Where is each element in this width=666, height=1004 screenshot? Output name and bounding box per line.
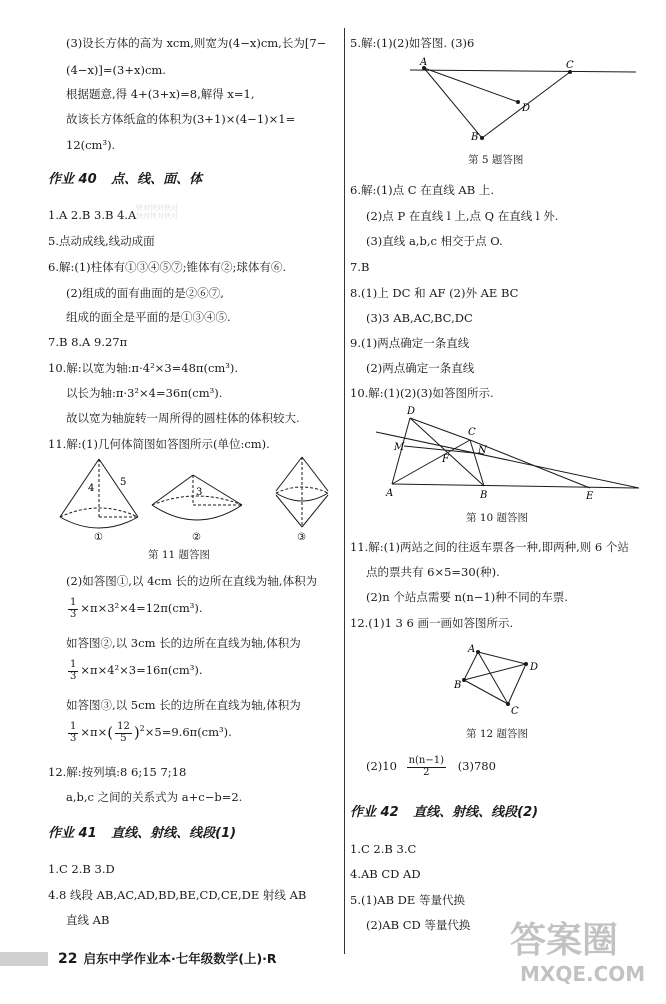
hw41-q12-a: 12.(1)1 3 6 画一画如答图所示. <box>350 616 514 630</box>
figure-12-caption: 第 12 题答图 <box>466 728 529 740</box>
fig5-label-a: A <box>420 57 428 68</box>
fig11-label-height-2: 3 <box>196 487 203 498</box>
homework-42-label: 作业 42 <box>350 805 399 820</box>
hw40-q10-a: 10.解:以宽为轴:π·4²×3=48π(cm³). <box>48 361 239 375</box>
hw41-q9-a: 9.(1)两点确定一条直线 <box>350 336 470 350</box>
hw40-q7-9: 7.B 8.A 9.27π <box>48 335 128 349</box>
q3-line-2: (4−x)]=(3+x)cm. <box>66 63 166 77</box>
homework-42-heading <box>350 805 538 821</box>
hw40-q5: 5.点动成线,线动成面 <box>48 234 155 248</box>
homework-42-title: 直线、射线、线段(2) <box>413 805 539 820</box>
hw40-q11-b: (2)如答图①,以 4cm 长的边所在直线为轴,体积为 <box>66 574 318 588</box>
hw42-q5-b: (2)AB CD 等量代换 <box>366 918 471 932</box>
fig5-label-c: C <box>566 60 574 71</box>
fig5-label-b: B <box>471 132 479 143</box>
q3-line-3: 根据题意,得 4+(3+x)=8,解得 x=1, <box>66 87 255 101</box>
figure-5-caption: 第 5 题答图 <box>468 154 524 166</box>
hw42-q4: 4.AB CD AD <box>350 867 421 881</box>
hw40-q11-c-formula: $\frac{1}{3}$ ×π×4²×3=16π(cm³). <box>70 659 203 682</box>
q3-line-4: 故该长方体纸盒的体积为(3+1)×(4−1)×1= <box>66 112 296 126</box>
hw40-q1-4: 1.A 2.B 3.B 4.A <box>48 208 137 222</box>
watermark-small-1: 快对快对快对 快对快对快对 <box>136 204 178 220</box>
fig12-label-c: C <box>511 706 519 716</box>
q3-line-5: 12(cm³). <box>66 138 116 152</box>
fig10-label-m: M <box>394 442 405 453</box>
homework-40-label: 作业 40 <box>48 172 97 187</box>
hw40-q11-a: 11.解:(1)几何体简图如答图所示(单位:cm). <box>48 437 270 451</box>
hw40-q11-d: 如答图③,以 5cm 长的边所在直线为轴,体积为 <box>66 698 301 712</box>
hw40-q6-c: 组成的面全是平面的是①③④⑤. <box>66 310 231 324</box>
hw41-q11-a: 11.解:(1)两站之间的往返车票各一种,即两种,则 6 个站 <box>350 540 629 554</box>
fig10-label-d: D <box>407 406 416 417</box>
hw42-q5-a: 5.(1)AB DE 等量代换 <box>350 893 465 907</box>
fig10-label-e: E <box>586 491 594 500</box>
hw41-q1-3: 1.C 2.B 3.D <box>48 862 115 876</box>
fig10-label-b: B <box>480 490 488 500</box>
watermark-logo: 答案圈 <box>510 920 619 961</box>
fig10-label-n: N <box>478 445 487 456</box>
figure-12 <box>446 640 556 716</box>
fraction: $\frac{1}{3}$ <box>70 721 77 744</box>
cone-2 <box>152 475 242 543</box>
hw40-q6-a: 6.解:(1)柱体有①③④⑤⑦;锥体有②;球体有⑥. <box>48 260 287 274</box>
book-title: 启东中学作业本·七年级数学(上)·R <box>83 951 277 966</box>
fig11-label-2: ② <box>192 532 201 543</box>
hw41-q9-b: (2)两点确定一条直线 <box>366 361 475 375</box>
footer <box>58 951 277 969</box>
hw40-q12-a: 12.解:按列填:8 6;15 7;18 <box>48 765 187 779</box>
homework-40-title: 点、线、面、体 <box>111 172 203 187</box>
homework-41-heading <box>48 826 236 842</box>
figure-10-caption: 第 10 题答图 <box>466 512 529 524</box>
hw41-q6-a: 6.解:(1)点 C 在直线 AB 上. <box>350 183 494 197</box>
hw40-q11-d-formula: $\frac{1}{3}$ ×π×( $\frac{12}{5}$ )$^2$×5=9.6π(cm³). <box>70 721 232 744</box>
fig12-label-b: B <box>454 680 462 691</box>
fig10-label-f: F <box>442 454 449 465</box>
hw41-q5: 5.解:(1)(2)如答图. (3)6 <box>350 36 475 50</box>
hw42-q1-3: 1.C 2.B 3.C <box>350 842 417 856</box>
fig5-label-d: D <box>522 103 531 114</box>
hw40-q6-b: (2)组成的面有曲面的是②⑥⑦, <box>66 286 224 300</box>
hw41-q7: 7.B <box>350 260 370 274</box>
fig12-label-a: A <box>468 644 476 655</box>
hw41-q4-a: 4.8 线段 AB,AC,AD,BD,BE,CD,CE,DE 射线 AB <box>48 888 307 902</box>
fig11-label-1: ① <box>94 532 103 543</box>
hw40-q10-c: 故以宽为轴旋转一周所得的圆柱体的体积较大. <box>66 411 300 425</box>
hw41-q11-b: 点的票共有 6×5=30(种). <box>366 565 500 579</box>
q3-line-1: (3)设长方体的高为 xcm,则宽为(4−x)cm,长为[7− <box>66 36 327 50</box>
fig11-label-slant: 5 <box>120 477 127 488</box>
hw41-q6-c: (3)直线 a,b,c 相交于点 O. <box>366 234 503 248</box>
hw40-q12-b: a,b,c 之间的关系式为 a+c−b=2. <box>66 790 243 804</box>
footer-bar <box>0 952 48 966</box>
hw41-q11-c: (2)n 个站点需要 n(n−1)种不同的车票. <box>366 590 568 604</box>
hw41-q8-b: (3)3 AB,AC,BC,DC <box>366 311 473 325</box>
homework-41-label: 作业 41 <box>48 826 97 841</box>
hw41-q8-a: 8.(1)上 DC 和 AF (2)外 AE BC <box>350 286 519 300</box>
hw41-q6-b: (2)点 P 在直线 l 上,点 Q 在直线 l 外. <box>366 209 559 223</box>
fig11-label-height: 4 <box>88 483 95 494</box>
fig10-label-c: C <box>468 427 476 438</box>
fig12-label-d: D <box>530 662 539 673</box>
fraction: $\frac{1}{3}$ <box>70 597 77 620</box>
figure-11 <box>50 455 340 545</box>
fraction: $\frac{1}{3}$ <box>70 659 77 682</box>
fig11-label-3: ③ <box>297 532 306 543</box>
watermark-site: MXQE.COM <box>520 962 646 986</box>
homework-41-title: 直线、射线、线段(1) <box>111 826 237 841</box>
hw40-q10-b: 以长为轴:π·3²×4=36π(cm³). <box>66 386 223 400</box>
double-cone-3 <box>276 457 328 543</box>
fraction-inner: $\frac{12}{5}$ <box>117 721 130 744</box>
fig10-label-a: A <box>386 488 394 499</box>
column-divider <box>344 28 345 954</box>
hw41-q12-b: (2)10 $\frac{n(n-1)}{2}$ (3)780 <box>366 755 496 778</box>
fraction: $\frac{n(n-1)}{2}$ <box>408 755 445 778</box>
figure-10 <box>374 404 639 500</box>
hw41-q10: 10.解:(1)(2)(3)如答图所示. <box>350 386 494 400</box>
figure-11-caption: 第 11 题答图 <box>148 549 211 561</box>
homework-40-heading <box>48 172 202 188</box>
hw40-q11-b-formula: $\frac{1}{3}$ ×π×3²×4=12π(cm³). <box>70 597 203 620</box>
page-number: 22 <box>58 951 78 967</box>
hw40-q11-c: 如答图②,以 3cm 长的边所在直线为轴,体积为 <box>66 636 301 650</box>
hw41-q4-b: 直线 AB <box>66 913 110 927</box>
figure-5 <box>406 56 636 146</box>
cone-1 <box>60 459 138 543</box>
